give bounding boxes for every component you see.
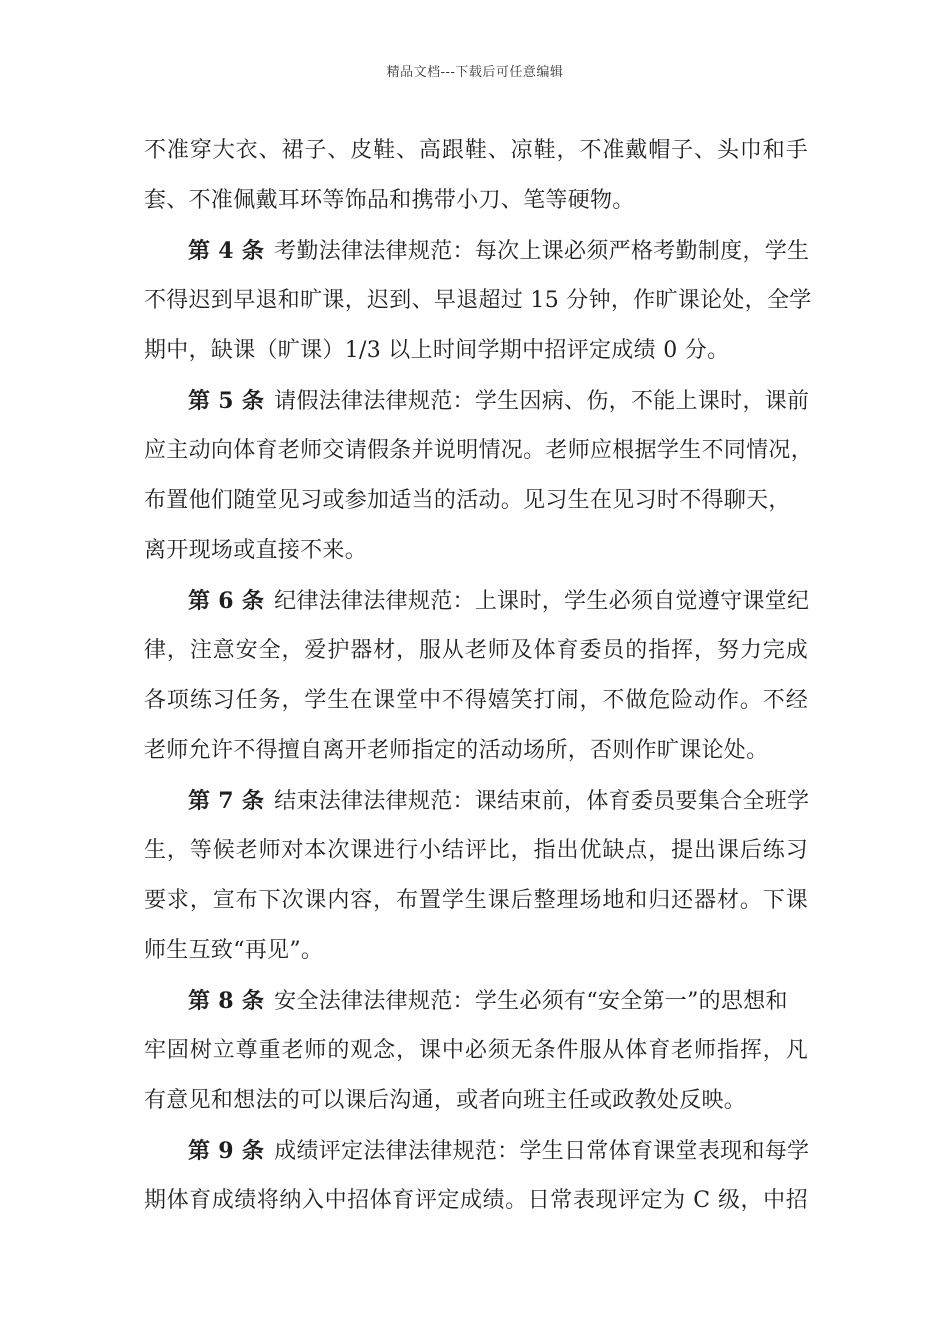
document-body: [144, 126, 814, 1226]
line-text: 生，等候老师对本次课进行小结评比，指出优缺点，提出课后练习: [144, 838, 808, 863]
line-text: 结束法律法律规范：课结束前，体育委员要集合全班学: [274, 789, 810, 814]
article-number: 第 7 条: [188, 788, 265, 814]
article-number: 第 4 条: [188, 238, 265, 264]
article-number: 第 8 条: [188, 988, 265, 1014]
line-text: 要求，宣布下次课内容，布置学生课后整理场地和归还器材。下课: [144, 888, 808, 913]
text-line: [144, 926, 808, 976]
line-text: 有意见和想法的可以课后沟通，或者向班主任或政教处反映。: [144, 1088, 747, 1113]
line-text: 应主动向体育老师交请假条并说明情况。老师应根据学生不同情况，: [144, 438, 814, 463]
line-text: 老师允许不得擅自离开老师指定的活动场所，否则作旷课论处。: [144, 738, 769, 763]
line-text: 不得迟到早退和旷课，迟到、早退超过 15 分钟，作旷课论处，全学: [144, 288, 812, 313]
text-line: [144, 626, 808, 676]
text-line: [144, 476, 808, 526]
line-text: 师生互致“再见”。: [144, 938, 324, 963]
article-number: 第 9 条: [188, 1138, 265, 1164]
text-line: [144, 826, 808, 876]
line-text: 请假法律法律规范：学生因病、伤，不能上课时，课前: [274, 389, 810, 414]
text-line: [144, 1076, 808, 1126]
text-line: [144, 276, 812, 326]
article-number: 第 5 条: [188, 388, 265, 414]
page-header: 精品文档---下载后可任意编辑: [386, 65, 564, 80]
article-7-line: [144, 776, 808, 826]
text-line: [144, 1176, 808, 1226]
article-number: 第 6 条: [188, 588, 265, 614]
text-line: [144, 876, 808, 926]
line-text: 期体育成绩将纳入中招体育评定成绩。日常表现评定为 C 级，中招: [144, 1188, 808, 1213]
text-line: [144, 176, 808, 226]
line-text: 不准穿大衣、裙子、皮鞋、高跟鞋、凉鞋，不准戴帽子、头巾和手: [144, 138, 808, 163]
article-9-line: [144, 1126, 808, 1176]
line-text: 套、不准佩戴耳环等饰品和携带小刀、笔等硬物。: [144, 188, 635, 213]
text-line: [144, 726, 808, 776]
article-6-line: [144, 576, 808, 626]
line-text: 成绩评定法律法律规范：学生日常体育课堂表现和每学: [274, 1139, 810, 1164]
article-5-line: [144, 376, 808, 426]
line-text: 布置他们随堂见习或参加适当的活动。见习生在见习时不得聊天，: [144, 488, 791, 513]
line-text: 考勤法律法律规范：每次上课必须严格考勤制度，学生: [274, 239, 810, 264]
text-line: [144, 526, 808, 576]
text-line: [144, 326, 808, 376]
text-line: [144, 426, 814, 476]
line-text: 离开现场或直接不来。: [144, 538, 368, 563]
text-line: [144, 126, 808, 176]
text-line: [144, 1026, 808, 1076]
text-line: [144, 676, 808, 726]
line-text: 安全法律法律规范：学生必须有“安全第一”的思想和: [274, 989, 788, 1014]
line-text: 律，注意安全，爱护器材，服从老师及体育委员的指挥，努力完成: [144, 638, 808, 663]
article-8-line: [144, 976, 808, 1026]
line-text: 各项练习任务，学生在课堂中不得嬉笑打闹，不做危险动作。不经: [144, 688, 808, 713]
line-text: 纪律法律法律规范：上课时，学生必须自觉遵守课堂纪: [274, 589, 810, 614]
article-4-line: [144, 226, 808, 276]
line-text: 牢固树立尊重老师的观念，课中必须无条件服从体育老师指挥，凡: [144, 1038, 808, 1063]
line-text: 期中，缺课（旷课）1/3 以上时间学期中招评定成绩 0 分。: [144, 338, 730, 363]
